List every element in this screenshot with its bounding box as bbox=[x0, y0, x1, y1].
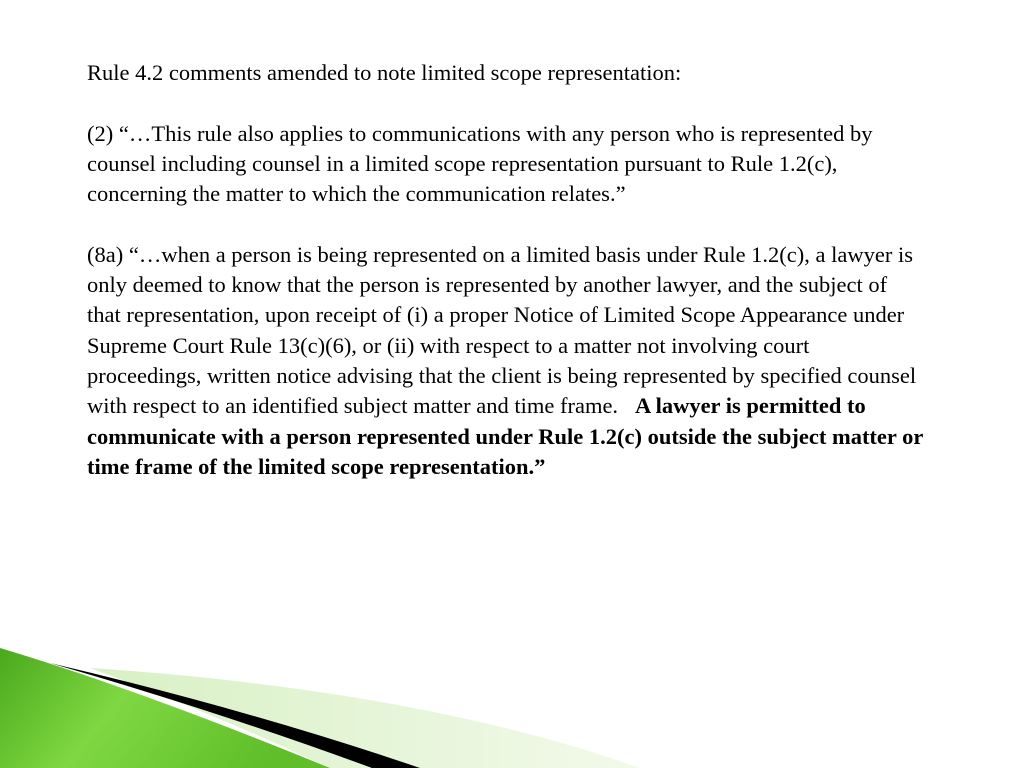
comment-8a-bold-text: A lawyer is permitted to communicate with a person represented under Rule 1.2(c) outside the subject matter or time frame of the limited scope representation.” bbox=[87, 393, 923, 479]
slide-body bbox=[87, 58, 925, 482]
comment-8a-paragraph bbox=[87, 240, 925, 482]
swoosh-black-band bbox=[50, 663, 420, 768]
comment-2-paragraph: (2) “…This rule also applies to communications with any person who is represented by counsel including counsel in a limited scope representation pursuant to Rule 1.2(c), concerning the matter to which the communication relates.” bbox=[87, 120, 873, 207]
swoosh-pale-band bbox=[90, 668, 640, 768]
swoosh-green-band bbox=[0, 648, 330, 768]
comment-8a-text: (8a) “…when a person is being represented on a limited basis under Rule 1.2(c), a lawyer is only deemed to know that the person is represented by another lawyer, and the subject of that representation, upon receipt of (i) a proper Notice of Limited Scope Appearance under Supreme Court Rule 13(c)(6), or (ii) with respect to a matter not involving court proceedings, written notice advising that the client is being represented by specified counsel with respect to an identified subject matter and time frame. bbox=[87, 241, 917, 419]
intro-line: Rule 4.2 comments amended to note limited scope representation: bbox=[87, 60, 682, 85]
